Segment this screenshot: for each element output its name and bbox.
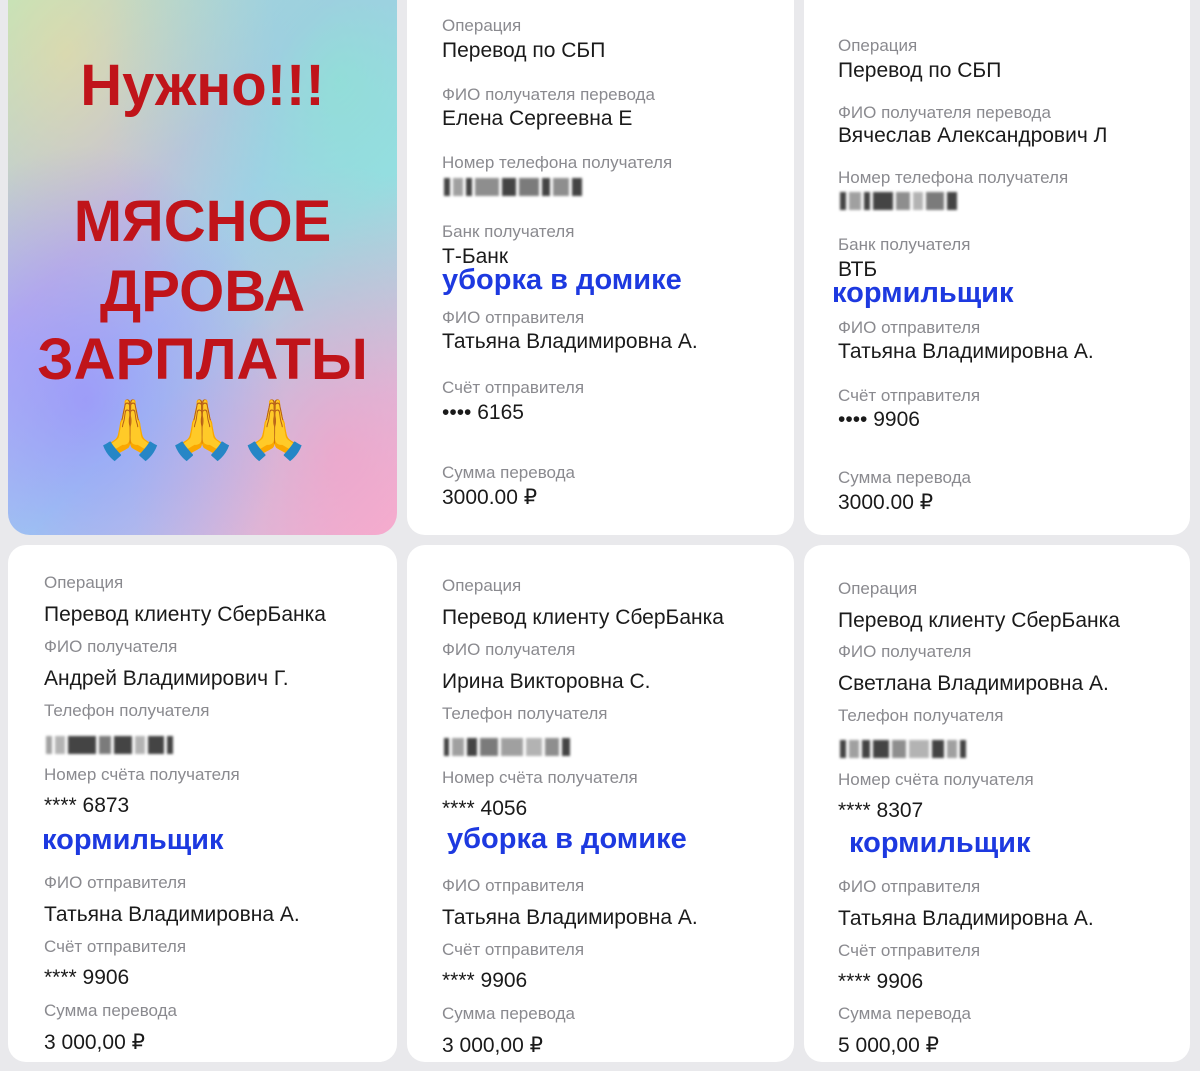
amount-label: Сумма перевода [838, 1004, 972, 1023]
account-value: •••• 6165 [442, 401, 524, 424]
account-label: Счёт отправителя [838, 941, 981, 960]
account-label: Счёт отправителя [442, 940, 585, 959]
account-value: **** 9906 [442, 969, 528, 992]
phone-label: Телефон получателя [44, 701, 210, 720]
recipient-value: Ирина Викторовна С. [442, 670, 651, 693]
recipient-account-label: Номер счёта получателя [838, 770, 1034, 789]
phone-label: Телефон получателя [838, 706, 1004, 725]
receipt-card-3 [8, 545, 397, 1062]
sender-value: Татьяна Владимировна А. [838, 907, 1094, 930]
sender-value: Татьяна Владимировна А. [442, 330, 698, 353]
account-value: •••• 9906 [838, 408, 920, 431]
account-label: Счёт отправителя [442, 378, 585, 397]
operation-value: Перевод по СБП [838, 59, 1002, 82]
account-value: **** 9906 [838, 970, 924, 993]
recipient-value: Вячеслав Александрович Л [838, 124, 1108, 147]
recipient-value: Андрей Владимирович Г. [44, 667, 289, 690]
poster-line-salaries: ЗАРПЛАТЫ [37, 327, 368, 392]
phone-label: Номер телефона получателя [838, 168, 1069, 187]
amount-label: Сумма перевода [442, 463, 576, 482]
operation-value: Перевод по СБП [442, 39, 606, 62]
operation-value: Перевод клиенту СберБанка [838, 609, 1120, 632]
operation-value: Перевод клиенту СберБанка [442, 606, 724, 629]
handwritten-note: кормильщик [42, 824, 224, 856]
account-label: Счёт отправителя [44, 937, 187, 956]
recipient-label: ФИО получателя [838, 642, 972, 661]
recipient-account-value: **** 6873 [44, 794, 130, 817]
sender-value: Татьяна Владимировна А. [44, 903, 300, 926]
sender-label: ФИО отправителя [442, 308, 585, 327]
phone-label: Телефон получателя [442, 704, 608, 723]
recipient-label: ФИО получателя [442, 640, 576, 659]
operation-label: Операция [442, 16, 522, 35]
recipient-account-label: Номер счёта получателя [442, 768, 638, 787]
amount-value: 3 000,00 ₽ [44, 1031, 145, 1054]
sender-label: ФИО отправителя [442, 876, 585, 895]
receipt-card-1 [407, 0, 794, 535]
handwritten-note: уборка в домике [442, 264, 682, 296]
handwritten-note: уборка в домике [447, 823, 687, 855]
receipt-card-4 [407, 545, 794, 1062]
poster [8, 0, 397, 535]
sender-label: ФИО отправителя [838, 877, 981, 896]
phone-redacted [840, 192, 957, 210]
operation-value: Перевод клиенту СберБанка [44, 603, 326, 626]
recipient-account-value: **** 8307 [838, 799, 924, 822]
poster-line-firewood: ДРОВА [99, 259, 306, 324]
recipient-value: Елена Сергеевна Е [442, 107, 633, 130]
amount-value: 3000.00 ₽ [442, 486, 538, 509]
amount-label: Сумма перевода [838, 468, 972, 487]
operation-label: Операция [838, 579, 918, 598]
recipient-value: Светлана Владимировна А. [838, 672, 1109, 695]
operation-label: Операция [838, 36, 918, 55]
bank-value: Т-Банк [442, 245, 509, 268]
operation-label: Операция [442, 576, 522, 595]
handwritten-note: кормильщик [849, 827, 1031, 859]
receipt-card-2 [804, 0, 1190, 535]
account-label: Счёт отправителя [838, 386, 981, 405]
poster-line-meat: МЯСНОЕ [73, 189, 332, 254]
sender-value: Татьяна Владимировна А. [442, 906, 698, 929]
praying-hands-icon: 🙏🙏🙏 [94, 395, 311, 463]
sender-label: ФИО отправителя [838, 318, 981, 337]
amount-value: 3000.00 ₽ [838, 491, 934, 514]
bank-label: Банк получателя [838, 235, 971, 254]
phone-label: Номер телефона получателя [442, 153, 673, 172]
amount-label: Сумма перевода [44, 1001, 178, 1020]
poster-title: Нужно!!! [80, 53, 325, 118]
phone-redacted [444, 178, 582, 196]
bank-label: Банк получателя [442, 222, 575, 241]
amount-value: 5 000,00 ₽ [838, 1034, 939, 1057]
phone-redacted [840, 740, 966, 758]
receipt-card-5 [804, 545, 1190, 1062]
bank-value: ВТБ [838, 258, 878, 281]
sender-label: ФИО отправителя [44, 873, 187, 892]
recipient-label: ФИО получателя перевода [838, 103, 1051, 122]
recipient-account-value: **** 4056 [442, 797, 528, 820]
handwritten-note: кормильщик [832, 277, 1014, 309]
phone-redacted [444, 738, 570, 756]
recipient-account-label: Номер счёта получателя [44, 765, 240, 784]
amount-value: 3 000,00 ₽ [442, 1034, 543, 1057]
recipient-label: ФИО получателя [44, 637, 178, 656]
phone-redacted [46, 736, 173, 754]
recipient-label: ФИО получателя перевода [442, 85, 655, 104]
amount-label: Сумма перевода [442, 1004, 576, 1023]
sender-value: Татьяна Владимировна А. [838, 340, 1094, 363]
operation-label: Операция [44, 573, 124, 592]
account-value: **** 9906 [44, 966, 130, 989]
